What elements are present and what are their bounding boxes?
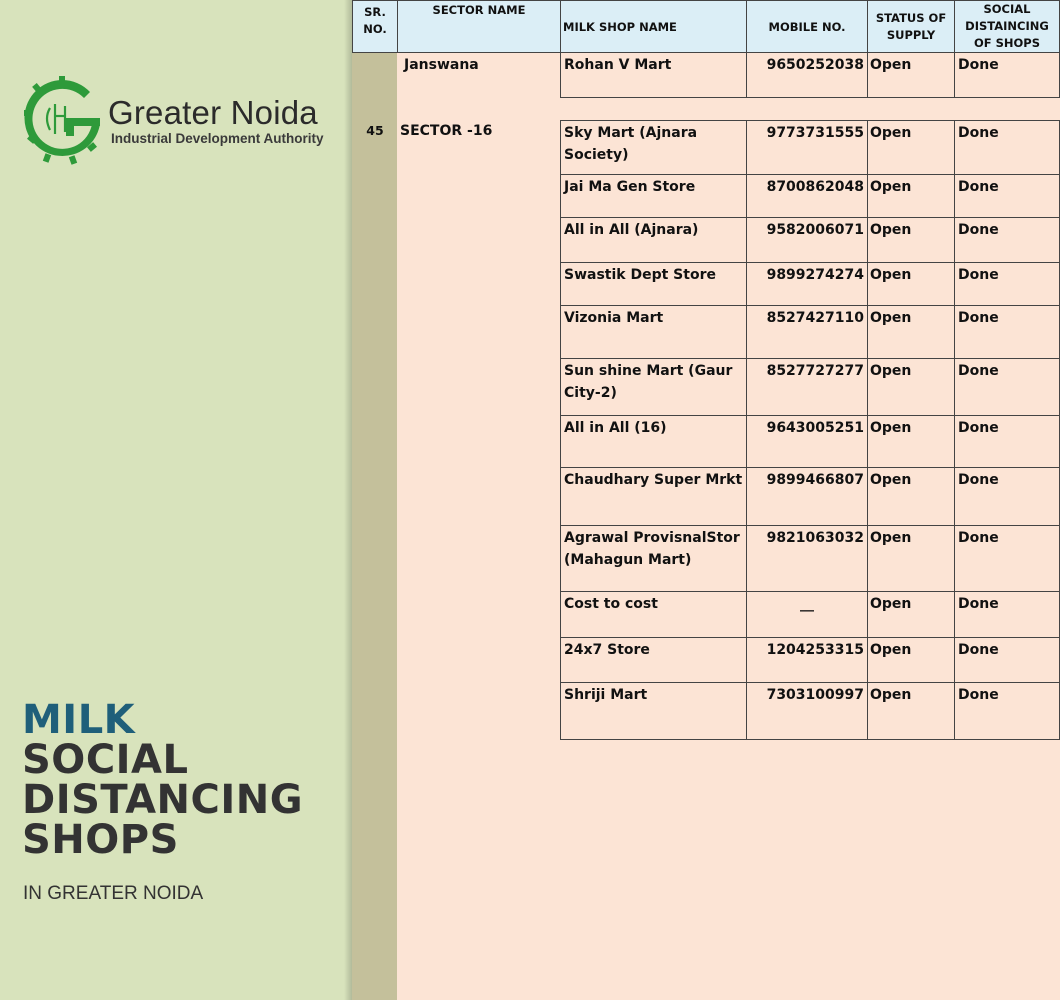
row-shop: Shriji Mart: [564, 687, 648, 703]
row0-mobile: 9650252038: [766, 57, 864, 73]
row-shop: Sun shine Mart (Gaur City-2): [564, 363, 733, 401]
brand-subtitle: Industrial Development Authority: [111, 131, 324, 146]
row-mobile: 9899466807: [766, 472, 864, 488]
header-mobile-label: MOBILE NO.: [768, 20, 846, 34]
headline-distancing: DISTANCING: [22, 777, 304, 823]
row-mobile: 9582006071: [766, 222, 864, 238]
row0-status: Open: [870, 57, 912, 73]
sr-column-fill: [352, 0, 397, 1000]
row-social: Done: [958, 530, 999, 546]
row-social: Done: [958, 687, 999, 703]
row-shop: Sky Mart (Ajnara Society): [564, 125, 698, 163]
row-mobile: 9773731555: [766, 125, 864, 141]
row-status: Open: [870, 222, 912, 238]
header-shop-label: MILK SHOP NAME: [563, 20, 677, 34]
row-status: Open: [870, 596, 912, 612]
brand-name: Greater Noida: [108, 94, 318, 131]
row0-shop: Rohan V Mart: [564, 57, 672, 73]
row-social: Done: [958, 642, 999, 658]
row-mobile: 8527427110: [766, 310, 864, 326]
row-social: Done: [958, 267, 999, 283]
row-social: Done: [958, 125, 999, 141]
row-shop: Vizonia Mart: [564, 310, 664, 326]
headline-shops: SHOPS: [22, 817, 179, 863]
row-mobile: 9899274274: [766, 267, 864, 283]
panel-divider: [344, 0, 352, 1000]
row-social: Done: [958, 472, 999, 488]
headline-milk: MILK: [22, 697, 136, 743]
header-status-label: STATUS OF SUPPLY: [875, 11, 947, 42]
row-shop: Cost to cost: [564, 596, 658, 612]
row-status: Open: [870, 687, 912, 703]
row-status: Open: [870, 472, 912, 488]
row-mobile: 9821063032: [766, 530, 864, 546]
row-status: Open: [870, 310, 912, 326]
headline-social: SOCIAL: [22, 737, 189, 783]
group-sector: SECTOR -16: [400, 123, 493, 139]
group-sr: 45: [366, 123, 384, 138]
header-sr-label: SR. NO.: [363, 5, 387, 36]
headline-subtitle: IN GREATER NOIDA: [23, 883, 204, 904]
brand-logo: [22, 76, 342, 166]
row-shop: All in All (16): [564, 420, 667, 436]
row-social: Done: [958, 596, 999, 612]
row-social: Done: [958, 310, 999, 326]
row-mobile: 8700862048: [766, 179, 864, 195]
header-social-label: SOCIAL DISTAINCING OF SHOPS: [965, 2, 1049, 50]
row-status: Open: [870, 363, 912, 379]
row-mobile: 9643005251: [766, 420, 864, 436]
row-mobile: 1204253315: [766, 642, 864, 658]
row-status: Open: [870, 642, 912, 658]
row-shop: 24x7 Store: [564, 642, 650, 658]
row-status: Open: [870, 530, 912, 546]
row-shop: All in All (Ajnara): [564, 222, 699, 238]
row-mobile: 8527727277: [766, 363, 864, 379]
row0-social: Done: [958, 57, 999, 73]
row-social: Done: [958, 363, 999, 379]
row-status: Open: [870, 420, 912, 436]
row-shop: Agrawal ProvisnalStor (Mahagun Mart): [564, 530, 740, 568]
row-shop: Chaudhary Super Mrkt: [564, 472, 743, 488]
row-social: Done: [958, 179, 999, 195]
row-status: Open: [870, 125, 912, 141]
row-mobile: 7303100997: [766, 687, 864, 703]
row-status: Open: [870, 267, 912, 283]
row-mobile: __: [800, 596, 814, 612]
row-shop: Swastik Dept Store: [564, 267, 716, 283]
row0-sector: Janswana: [404, 57, 479, 73]
row-social: Done: [958, 420, 999, 436]
row-shop: Jai Ma Gen Store: [564, 179, 696, 195]
row-social: Done: [958, 222, 999, 238]
gnida-emblem-icon: [22, 76, 102, 166]
headline: [22, 697, 304, 863]
row-status: Open: [870, 179, 912, 195]
header-sector-label: SECTOR NAME: [432, 3, 526, 17]
